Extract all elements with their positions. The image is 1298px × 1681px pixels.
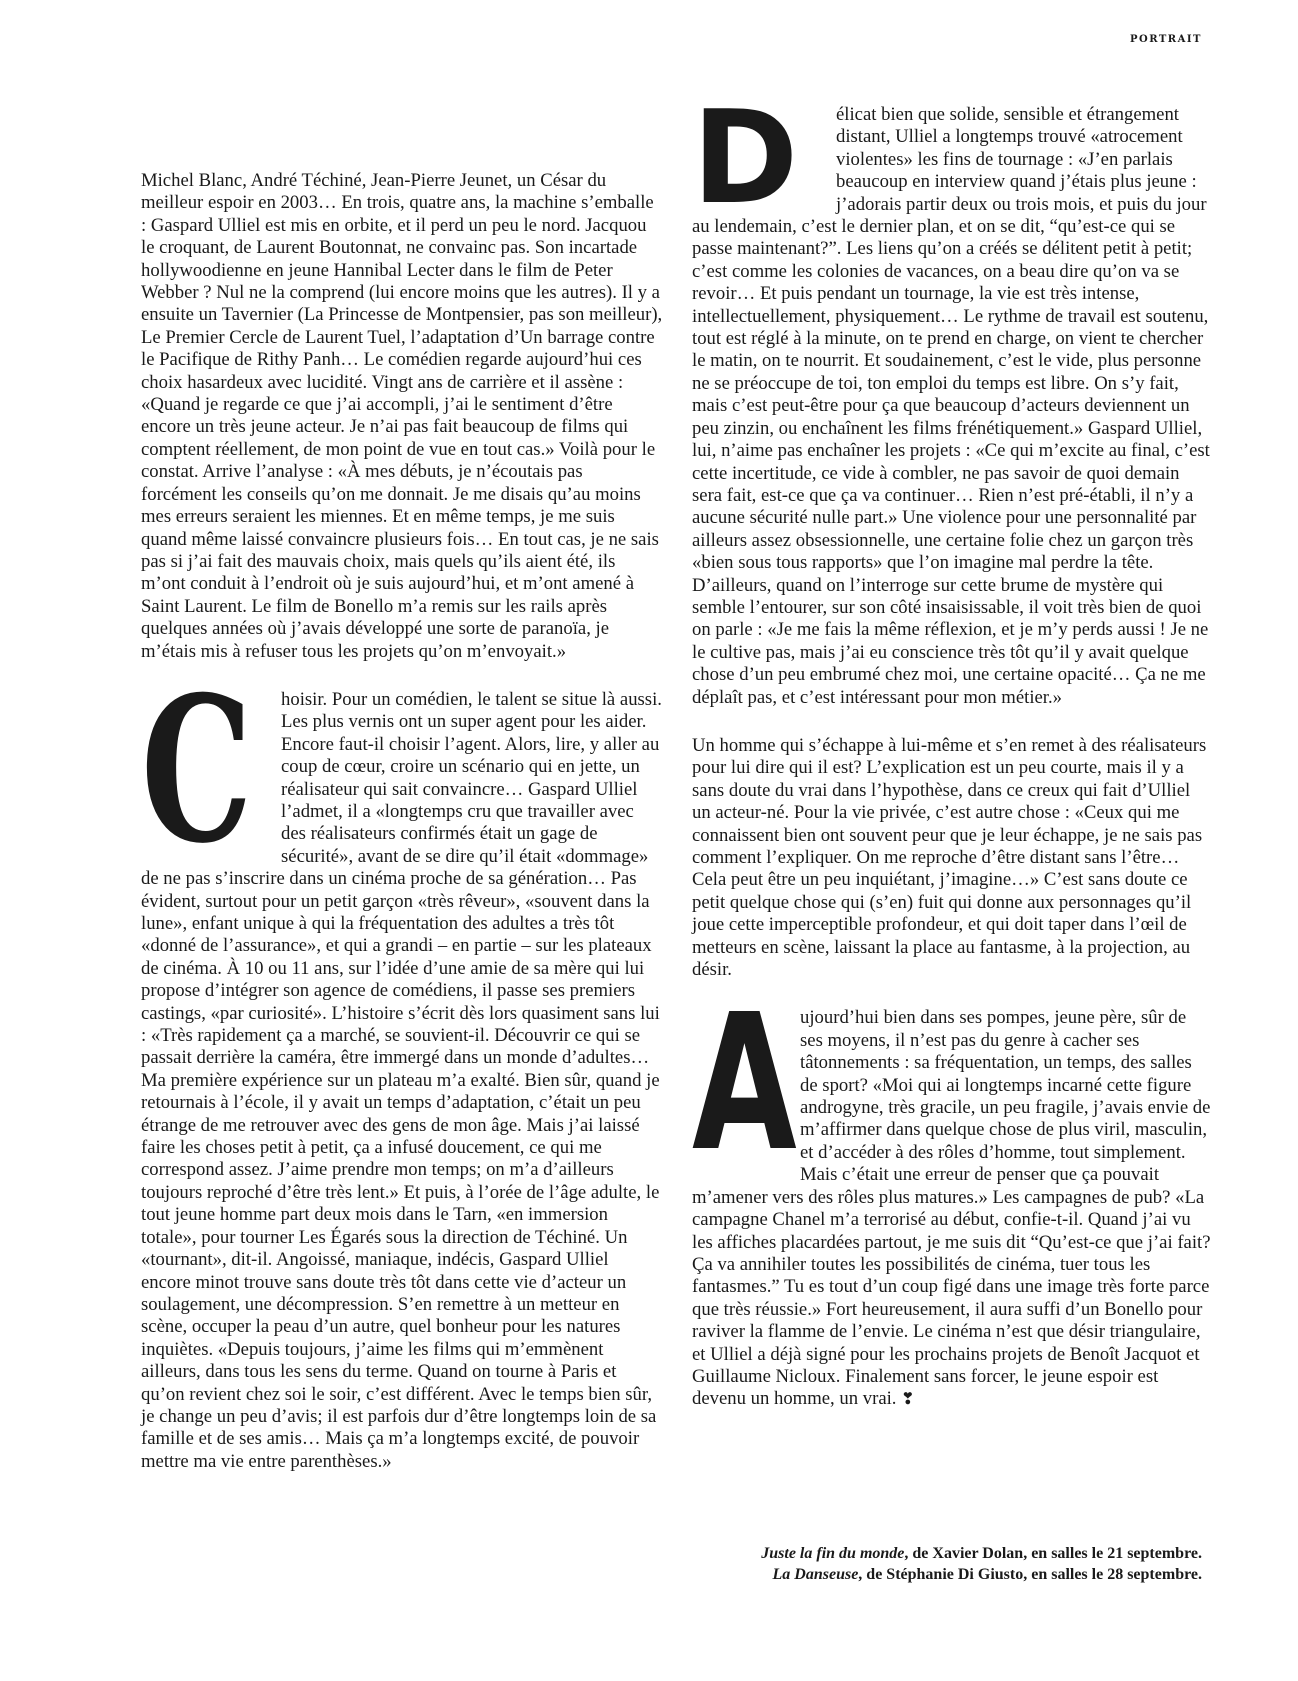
paragraph-4: Un homme qui s’échappe à lui-même et s’en remet à des réalisateurs pour lui dire qui il est? L’explication est un peu courte, mais il y a sans doute du vrai dans l’hypothèse, dans ce creux qui fait d’Ulliel un acteur-né. Pour la vie privée, c’est autre chose : «Ceux qui me connaissent bien ont souvent peur que je leur échappe, je ne sais pas comment l’expliquer. On me reproche d’être distant sans l’être… Cela peut être un peu inquiétant, j’imagine…» C’est sans doute ce petit quelque chose qui (s’en) fuit qui donne aux personnages qu’il joue cette imperceptible profondeur, et qui doit taper dans l’œil de metteurs en scène, laissant la place au fantasme, à la projection, au désir. xyxy=(692,734,1207,981)
credit-line-1 xyxy=(761,1543,1202,1564)
right-column xyxy=(692,84,1212,1412)
end-mark-icon: ❣ xyxy=(901,1391,915,1409)
credit-details-2: , de Stéphanie Di Giusto, en salles le 28 septembre. xyxy=(858,1566,1202,1583)
drop-cap-a: A xyxy=(692,974,797,1194)
paragraph-1: Michel Blanc, André Téchiné, Jean-Pierre Jeunet, un César du meilleur espoir en 2003… En trois, quatre ans, la machine s’emballe : Gaspard Ulliel est mis en orbite, et il perd un peu le nord. Jacquou le croquant, de Laurent Boutonnat, ne convainc pas. Son incartade hollywoodienne en jeune Hannibal Lecter dans le film de Peter Webber ? Nul ne la comprend (lui encore moins que les autres). Il y a ensuite un Tavernier (La Princesse de Montpensier, pas son meilleur), Le Premier Cercle de Laurent Tuel, l’adaptation d’Un barrage contre le Pacifique de Rithy Panh… Le comédien regarde aujourd’hui ces choix hasardeux avec lucidité. Vingt ans de carrière et il assène : «Quand je regarde ce que j’ai accompli, j’ai le sentiment d’être encore un très jeune acteur. Je n’ai pas fait beaucoup de films qui comptent réellement, de mon point de vue en tout cas.» Voilà pour le constat. Arrive l’analyse : «À mes débuts, je n’écoutais pas forcément les conseils qu’on me donnait. Je me disais qu’au moins mes erreurs seraient les miennes. Et en même temps, je me suis quand même laissé convaincre plusieurs fois… En tout cas, je ne sais pas si j’ai fait des mauvais choix, mais quels qu’ils aient été, ils m’ont conduit à l’endroit où je suis aujourd’hui, et m’ont amené à Saint Laurent. Le film de Bonello m’a remis sur les rails après quelques années où j’avais développé une sorte de paranoïa, je m’étais mis à refuser tous les projets qu’on m’envoyait.» xyxy=(141,170,663,662)
drop-cap-d: D xyxy=(692,84,799,233)
paragraph-5-text: ujourd’hui bien dans ses pompes, jeune père, sûr de ses moyens, il n’est pas du genre à cacher ses tâtonnements : sa fréquentation, un temps, des salles de sport? «Moi qui ai longtemps incarné cette figure androgyne, très gracile, un peu fragile, j’avais envie de m’affirmer dans quelque chose de plus viril, masculin, et d’accéder à des rôles d’homme, tout simplement. Mais c’était une erreur de penser que ça pouvait m’amener vers des rôles plus matures.» Les campagnes de pub? «La campagne Chanel m’a terrorisé au début, confie-t-il. Quand j’ai vu les affiches placardées partout, je me suis dit “Qu’est-ce que j’ai fait? Ça va annihiler toutes les possibilités de cinéma, tuer tous les fantasmes.” Tu es tout d’un coup figé dans une image très forte parce que très réussie.» Fort heureusement, il aura suffi d’un Bonello pour raviver la flamme de l’envie. Le cinéma n’est que désir triangulaire, et Ulliel a déjà signé pour les prochains projets de Benoît Jacquot et Guillaume Nicloux. Finalement sans forcer, le jeune espoir est devenu un homme, un vrai. xyxy=(692,1007,1211,1410)
section-label: PORTRAIT xyxy=(1130,34,1202,45)
film-credits xyxy=(761,1543,1202,1585)
paragraph-2 xyxy=(141,652,663,1473)
paragraph-2-text: hoisir. Pour un comédien, le talent se situe là aussi. Les plus vernis ont un super agent pour les aider. Encore faut-il choisir l’agent. Alors, lire, y aller au coup de cœur, croire un scénario qui en jette, un réalisateur qui sait convaincre… Gaspard Ulliel l’admet, il a «longtemps cru que travailler avec des réalisateurs confirmés était un gage de sécurité», avant de se dire qu’il était «dommage» de ne pas s’inscrire dans un cinéma proche de sa génération… Pas évident, surtout pour un petit garçon «très rêveur», «souvent dans la lune», enfant unique à qui la fréquentation des adultes a très tôt «donné de l’assurance», et qui a grandi – en partie – sur les plateaux de cinéma. À 10 ou 11 ans, sur l’idée d’une amie de sa mère qui lui propose d’intégrer son agence de comédiens, il passe ses premiers castings, «par curiosité». L’histoire s’écrit dès lors quasiment sans lui : «Très rapidement ça a marché, se souvient-il. Découvrir ce qui se passait derrière la caméra, être immergé dans un monde d’adultes… Ma première expérience sur un plateau m’a exalté. Bien sûr, quand je retournais à l’école, il y avait un temps d’adaptation, c’était un peu étrange de me retrouver avec des gens de mon âge. Mais j’ai laissé faire les choses petit à petit, ça a infusé doucement, ce qui me correspond assez. J’aime prendre mon temps; on m’a d’ailleurs toujours reproché d’être très lent.» Et puis, à l’orée de l’âge adulte, le tout jeune homme part deux mois dans le Tarn, «en immersion totale», pour tourner Les Égarés sous la direction de Téchiné. Un «tournant», dit-il. Angoissé, maniaque, indécis, Gaspard Ulliel encore minot trouve sans doute très tôt dans cette vie d’acteur un soulagement, une décompression. S’en remettre à un metteur en scène, occuper la peau d’un autre, quel bonheur pour les natures inquiètes. «Depuis toujours, j’aime les films qui m’emmènent ailleurs, dans tous les sens du terme. Quand on tourne à Paris et qu’on revient chez soi le soir, c’est différent. Avec le temps bien sûr, je change un peu d’avis; il est parfois dur d’être longtemps loin de sa famille et de ses amis… Mais ça m’a longtemps excité, de pouvoir mettre ma vie entre parenthèses.» xyxy=(141,688,662,1472)
paragraph-3-text: élicat bien que solide, sensible et étrangement distant, Ulliel a longtemps trouvé «atrocement violentes» les fins de tournage : «J’en parlais beaucoup en interview quand j’étais plus jeune : j’adorais partir deux ou trois mois, et puis du jour au lendemain, c’est le dernier plan, et on se dit, “qu’est-ce qui se passe maintenant?”. Les liens qu’on a créés se délitent petit à petit; c’est comme les colonies de vacances, on a beau dire qu’on va se revoir… Et puis pendant un tournage, la vie est très intense, intellectuellement, physiquement… Le rythme de travail est soutenu, tout est réglé à la minute, on te prend en charge, on vient te chercher le matin, on te nourrit. Et soudainement, c’est le vide, plus personne ne se préoccupe de toi, ton emploi du temps est libre. On s’y fait, mais c’est peut-être pour ça que beaucoup d’acteurs deviennent un peu zinzin, ou enchaînent les films frénétiquement.» Gaspard Ulliel, lui, n’aime pas enchaîner les projets : «Ce qui m’excite au final, c’est cette incertitude, ce vide à combler, ne pas savoir de quoi demain sera fait, est-ce que ça va continuer… Rien n’est pré-établi, il n’y a aucune sécurité nulle part.» Une violence pour une personnalité par ailleurs assez obsessionnelle, une certaine folie chez un garçon très «bien sous tous rapports» que l’on imagine mal perdre la tête. D’ailleurs, quand on l’interroge sur cette brume de mystère qui semble l’entourer, sur son côté insaisissable, il voit très bien de quoi on parle : «Je me fais la même réflexion, et je m’y perds aussi ! Je ne le cultive pas, mais j’ai eu conscience très tôt qu’il y avait quelque chose d’un peu embrumé chez moi, une certaine opacité… Ça ne me déplaît pas, et c’est intéressant pour mon métier.» xyxy=(692,104,1210,708)
left-column xyxy=(141,170,663,1473)
paragraph-3 xyxy=(692,84,1212,709)
paragraph-5 xyxy=(692,974,1212,1411)
credit-details-1: , de Xavier Dolan, en salles le 21 septembre. xyxy=(904,1545,1202,1562)
film-title-1: Juste la fin du monde xyxy=(761,1545,905,1562)
drop-cap-c: C xyxy=(141,652,253,888)
credit-line-2 xyxy=(761,1564,1202,1585)
film-title-2: La Danseuse xyxy=(772,1566,859,1583)
